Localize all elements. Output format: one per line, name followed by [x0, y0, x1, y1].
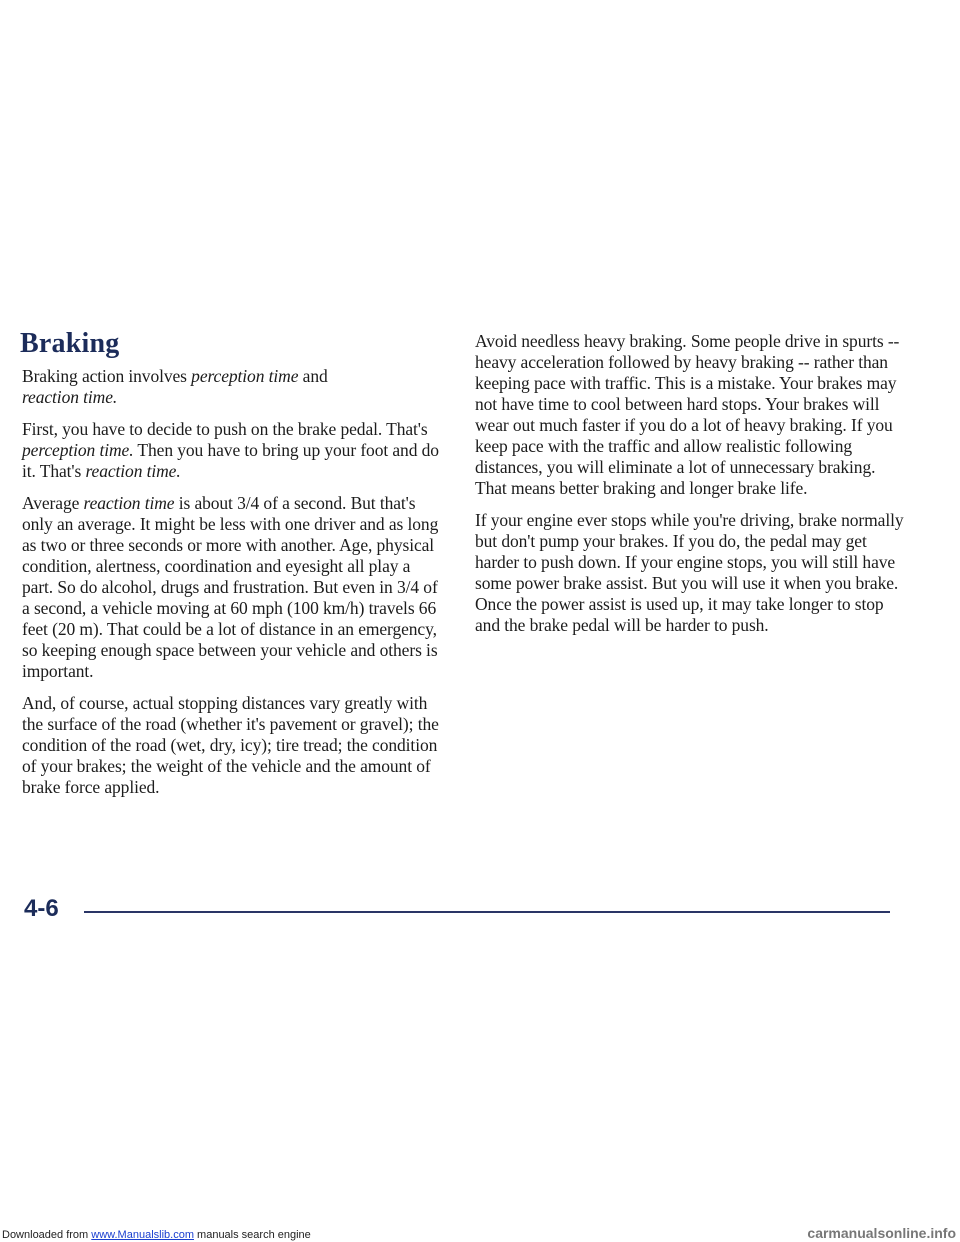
paragraph-decide	[22, 419, 440, 482]
text-span: Average	[22, 493, 84, 513]
paragraph-heavy-braking: Avoid needless heavy braking. Some people drive in spurts -- heavy acceleration followed by heavy braking -- rather than keeping pace with traffic. This is a mistake. Your brakes may not have time to cool between hard stops. Your brakes will wear out much faster if you do a lot of heavy braking. If you keep pace with the traffic and allow realistic following distances, you will eliminate a lot of unnecessary braking. That means better braking and longer brake life.	[475, 331, 900, 498]
paragraph-intro	[22, 366, 440, 408]
paragraph-engine-stops: If your engine ever stops while you're driving, brake normally but don't pump your brakes. If you do, the pedal may get harder to push down. If your engine stops, you will still have some power brake assist. But you will use it when you brake. Once the power assist is used up, it may take longer to stop and the brake pedal will be harder to push.	[475, 510, 904, 635]
footer-text	[2, 1228, 311, 1242]
paragraph-average	[22, 493, 440, 682]
section-heading: Braking	[20, 328, 120, 359]
footer-rule	[84, 911, 890, 913]
term-reaction-time: reaction time.	[85, 461, 181, 481]
page-number: 4-6	[24, 895, 59, 922]
paragraph-stopping-distances: And, of course, actual stopping distances vary greatly with the surface of the road (whether it's pavement or gravel); the condition of the road (wet, dry, icy); tire tread; the condition of your brakes; the weight of the vehicle and the amount of brake force applied.	[22, 693, 439, 797]
term-perception-time: perception time.	[22, 440, 134, 460]
left-column	[22, 330, 440, 809]
text-span: and	[298, 366, 328, 386]
watermark-text: carmanualsonline.info	[807, 1225, 956, 1241]
footer-prefix: Downloaded from	[2, 1229, 92, 1241]
term-perception-time: perception time	[191, 366, 299, 386]
right-column	[475, 331, 905, 647]
text-span: First, you have to decide to push on the brake pedal. That's	[22, 419, 428, 439]
text-span: Braking action involves	[22, 366, 192, 386]
download-footer	[0, 1225, 960, 1242]
text-span: is about 3/4 of a second. But that's only an average. It might be less with one driver and as long as two or three seconds or more with another. Age, physical condition, alertness, coordination and eyesight all play a part. So do alcohol, drugs and frustration. But even in 3/4 of a second, a vehicle moving at 60 mph (100 km/h) travels 66 feet (20 m). That could be a lot of distance in an emergency, so keeping enough space between your vehicle and others is important.	[22, 493, 439, 681]
text-span: Then you have to bring up your foot and do it. That's	[22, 440, 439, 481]
footer-suffix: manuals search engine	[193, 1229, 311, 1241]
term-reaction-time: reaction time.	[22, 387, 118, 407]
term-reaction-time: reaction time	[83, 493, 175, 513]
manualslib-link[interactable]: www.Manualslib.com	[91, 1229, 194, 1241]
